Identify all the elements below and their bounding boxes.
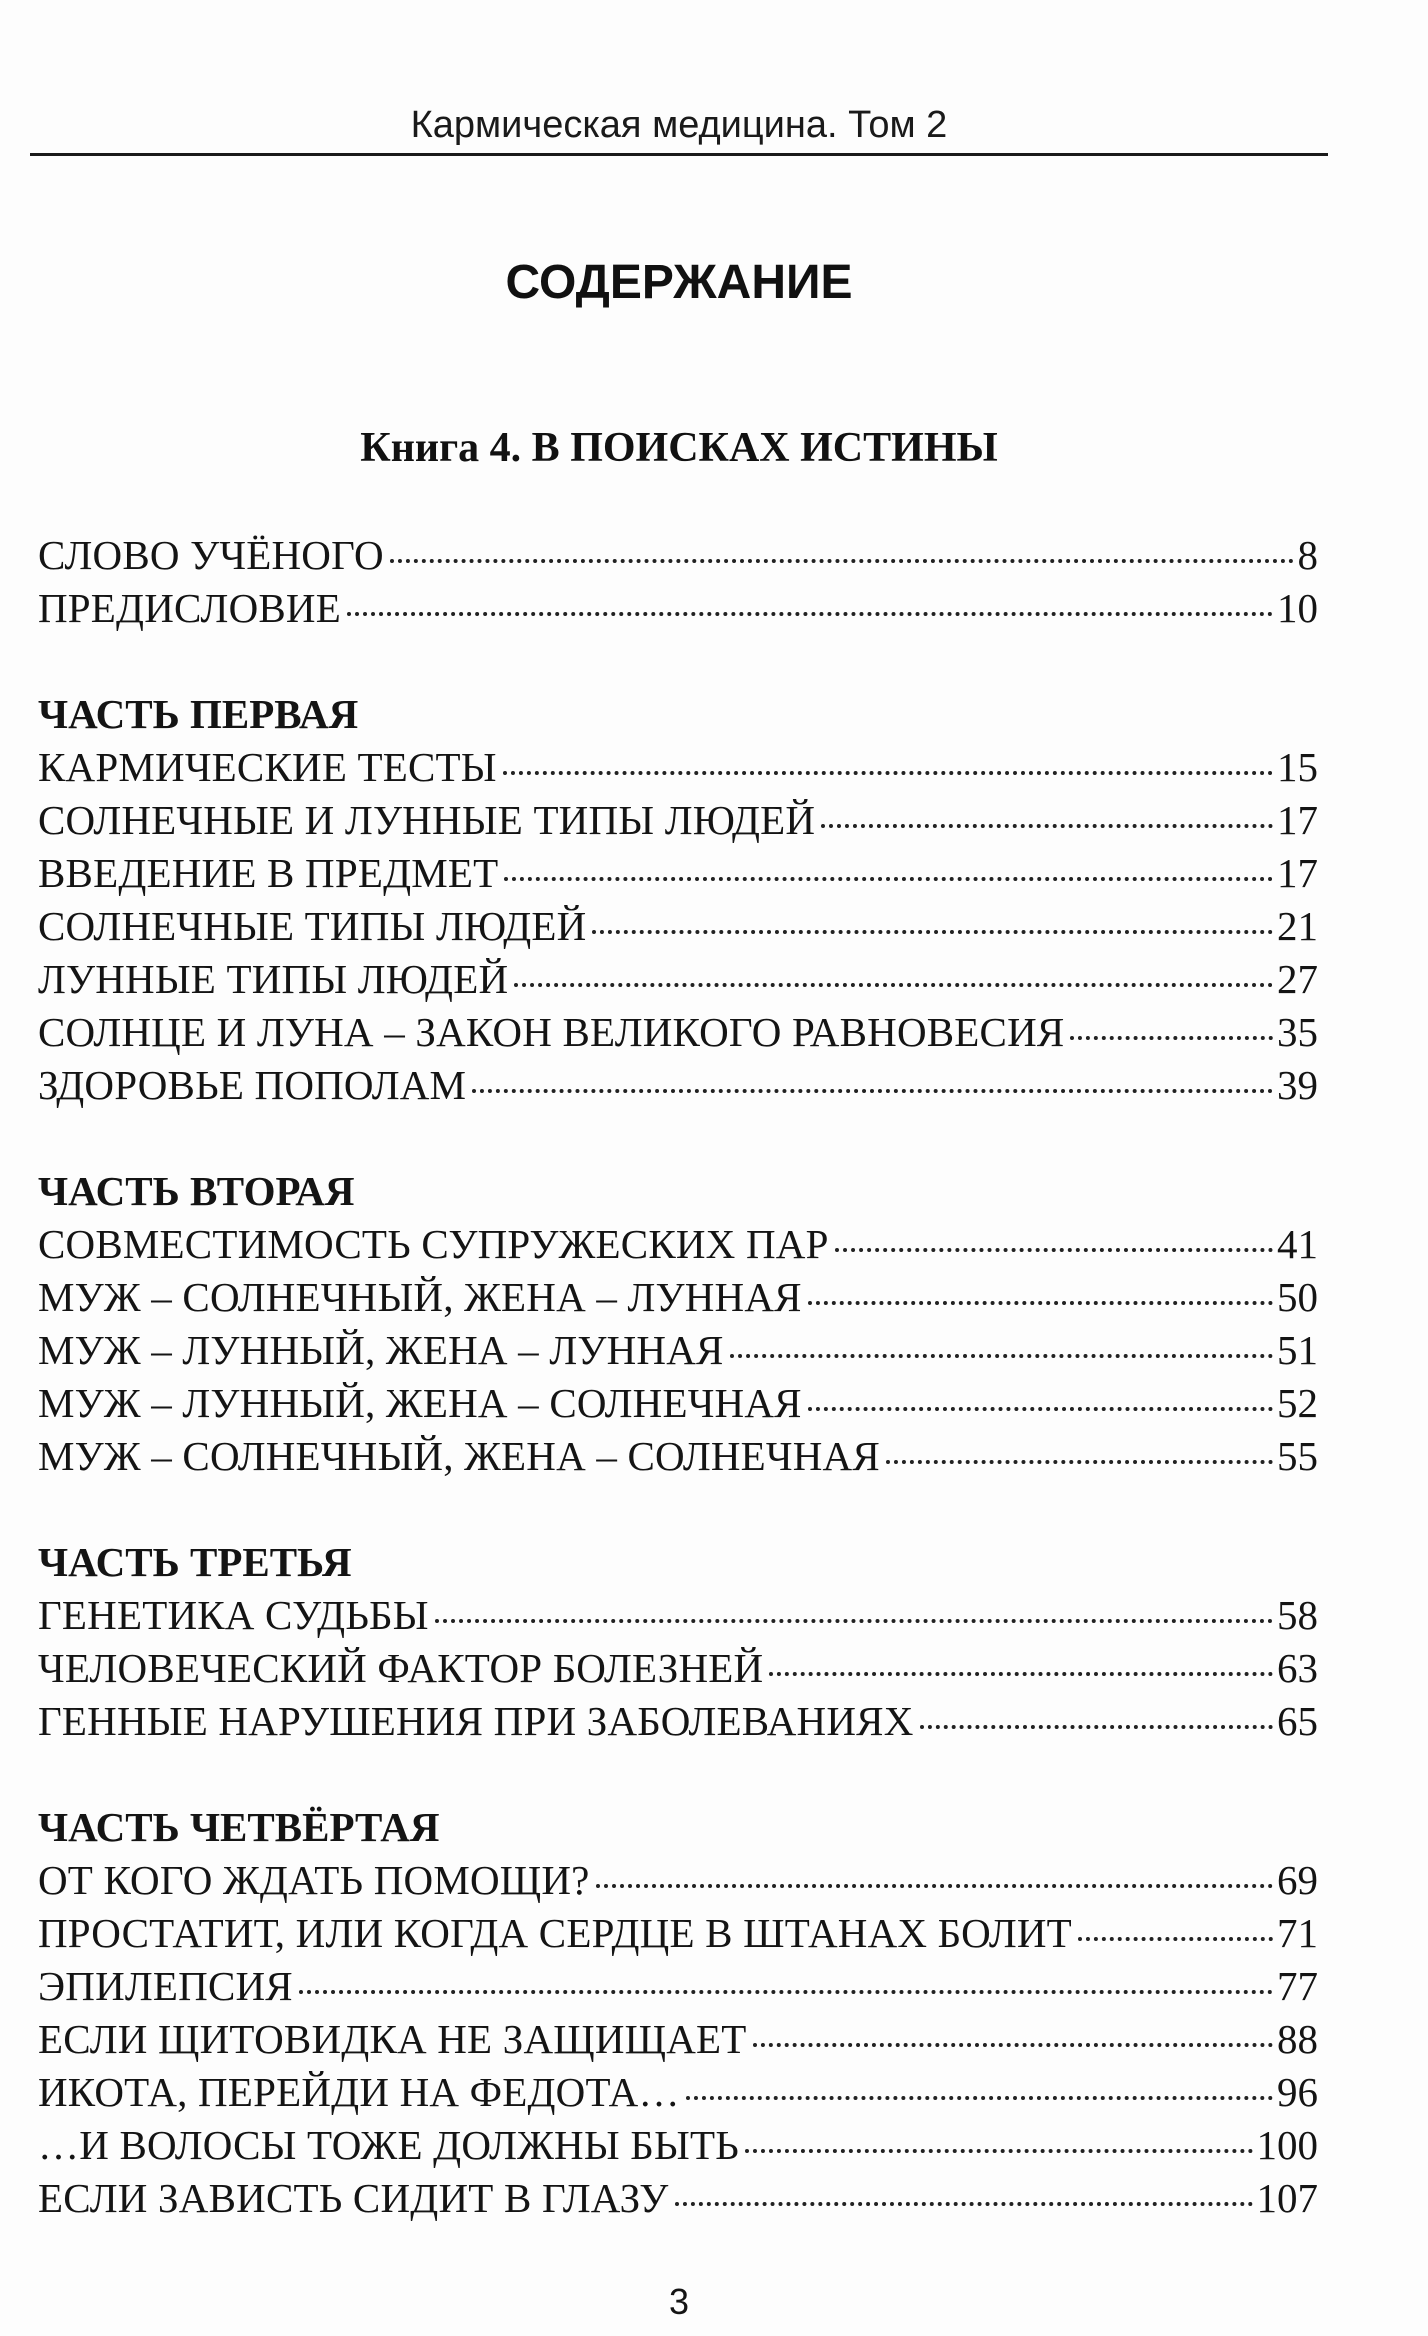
- part-heading-4: ЧАСТЬ ЧЕТВЁРТАЯ: [38, 1804, 440, 1850]
- toc-entry-page: 17: [1277, 797, 1318, 843]
- toc-entry[interactable]: [38, 847, 1318, 899]
- dot-leader: [503, 771, 1273, 775]
- toc-entry[interactable]: [38, 2066, 1318, 2118]
- dot-leader: [299, 1990, 1273, 1994]
- toc-entry-page: 17: [1277, 850, 1318, 896]
- toc-entry[interactable]: [38, 1695, 1318, 1747]
- toc-entry-title: ГЕНЕТИКА СУДЬБЫ: [38, 1592, 429, 1638]
- book-title: Книга 4. В ПОИСКАХ ИСТИНЫ: [360, 425, 998, 471]
- toc-entry-title: ОТ КОГО ЖДАТЬ ПОМОЩИ?: [38, 1857, 590, 1903]
- part-heading-2: ЧАСТЬ ВТОРАЯ: [38, 1168, 355, 1214]
- toc-entry-page: 35: [1277, 1009, 1318, 1055]
- toc-entry-page: 41: [1277, 1221, 1318, 1267]
- toc-entry[interactable]: [38, 2013, 1318, 2065]
- dot-leader: [1078, 1937, 1273, 1941]
- toc-entry[interactable]: [38, 582, 1318, 634]
- dot-leader: [686, 2096, 1273, 2100]
- toc-entry-page: 71: [1277, 1910, 1318, 1956]
- toc-entry-title: СОЛНЕЧНЫЕ ТИПЫ ЛЮДЕЙ: [38, 903, 587, 949]
- dot-leader: [592, 930, 1273, 934]
- toc-entry-title: ЭПИЛЕПСИЯ: [38, 1963, 293, 2009]
- dot-leader: [596, 1884, 1273, 1888]
- part-heading-3: ЧАСТЬ ТРЕТЬЯ: [38, 1539, 352, 1585]
- toc-entry-page: 52: [1277, 1380, 1318, 1426]
- toc-entry[interactable]: [38, 741, 1318, 793]
- toc-entry-title: ЕСЛИ ЩИТОВИДКА НЕ ЗАЩИЩАЕТ: [38, 2016, 747, 2062]
- dot-leader: [769, 1672, 1273, 1676]
- toc-entry-title: ЕСЛИ ЗАВИСТЬ СИДИТ В ГЛАЗУ: [38, 2175, 669, 2221]
- toc-entry-page: 77: [1277, 1963, 1318, 2009]
- toc-entry[interactable]: [38, 1218, 1318, 1270]
- toc-entry-title: КАРМИЧЕСКИЕ ТЕСТЫ: [38, 744, 497, 790]
- toc-entry-page: 50: [1277, 1274, 1318, 1320]
- toc-entry[interactable]: [38, 900, 1318, 952]
- dot-leader: [753, 2043, 1273, 2047]
- toc-entry-page: 63: [1277, 1645, 1318, 1691]
- toc-entry-page: 8: [1297, 532, 1318, 578]
- toc-entry-page: 107: [1256, 2175, 1318, 2221]
- toc-entry-title: ГЕННЫЕ НАРУШЕНИЯ ПРИ ЗАБОЛЕВАНИЯХ: [38, 1698, 914, 1744]
- toc-entry-title: МУЖ – ЛУННЫЙ, ЖЕНА – ЛУННАЯ: [38, 1327, 724, 1373]
- part-heading-1: ЧАСТЬ ПЕРВАЯ: [38, 691, 359, 737]
- header-rule: [30, 153, 1328, 156]
- dot-leader: [504, 877, 1273, 881]
- toc-entry-title: ВВЕДЕНИЕ В ПРЕДМЕТ: [38, 850, 499, 896]
- toc-entry[interactable]: [38, 953, 1318, 1005]
- page-number: 3: [668, 2281, 690, 2322]
- toc-entry-page: 39: [1277, 1062, 1318, 1108]
- dot-leader: [745, 2149, 1253, 2153]
- toc-entry-title: …И ВОЛОСЫ ТОЖЕ ДОЛЖНЫ БЫТЬ: [38, 2122, 739, 2168]
- dot-leader: [347, 612, 1273, 616]
- toc-entry-page: 96: [1277, 2069, 1318, 2115]
- toc-entry-title: ЛУННЫЕ ТИПЫ ЛЮДЕЙ: [38, 956, 509, 1002]
- dot-leader: [472, 1089, 1273, 1093]
- toc-entry-title: СОВМЕСТИМОСТЬ СУПРУЖЕСКИХ ПАР: [38, 1221, 829, 1267]
- page-title: СОДЕРЖАНИЕ: [505, 256, 853, 309]
- dot-leader: [730, 1354, 1273, 1358]
- toc-entry[interactable]: [38, 794, 1318, 846]
- toc-entry[interactable]: [38, 1271, 1318, 1323]
- toc-entry-page: 15: [1277, 744, 1318, 790]
- toc-entry[interactable]: [38, 1642, 1318, 1694]
- dot-leader: [821, 824, 1273, 828]
- toc-entry-title: СОЛНЦЕ И ЛУНА – ЗАКОН ВЕЛИКОГО РАВНОВЕСИЯ: [38, 1009, 1065, 1055]
- toc-entry[interactable]: [38, 529, 1318, 581]
- toc-entry-title: МУЖ – ЛУННЫЙ, ЖЕНА – СОЛНЕЧНАЯ: [38, 1380, 802, 1426]
- dot-leader: [886, 1460, 1273, 1464]
- toc-entry[interactable]: [38, 1960, 1318, 2012]
- toc-entry-page: 65: [1277, 1698, 1318, 1744]
- toc-entry[interactable]: [38, 1589, 1318, 1641]
- toc-entry-title: ПРЕДИСЛОВИЕ: [38, 585, 341, 631]
- toc-entry-title: ИКОТА, ПЕРЕЙДИ НА ФЕДОТА…: [38, 2069, 680, 2115]
- toc-entry[interactable]: [38, 1059, 1318, 1111]
- toc-entry-page: 100: [1256, 2122, 1318, 2168]
- toc-entry[interactable]: [38, 1854, 1318, 1906]
- toc-entry-page: 58: [1277, 1592, 1318, 1638]
- toc-entry[interactable]: [38, 1324, 1318, 1376]
- toc-entry-page: 10: [1277, 585, 1318, 631]
- dot-leader: [1070, 1036, 1273, 1040]
- toc-entry-title: МУЖ – СОЛНЕЧНЫЙ, ЖЕНА – ЛУННАЯ: [38, 1274, 802, 1320]
- dot-leader: [808, 1407, 1273, 1411]
- toc-entry[interactable]: [38, 1430, 1318, 1482]
- dot-leader: [808, 1301, 1273, 1305]
- toc-entry-page: 27: [1277, 956, 1318, 1002]
- toc-entry-page: 69: [1277, 1857, 1318, 1903]
- toc-entry-page: 21: [1277, 903, 1318, 949]
- toc-entry-title: ЗДОРОВЬЕ ПОПОЛАМ: [38, 1062, 467, 1108]
- dot-leader: [835, 1248, 1273, 1252]
- toc-entry-title: СОЛНЕЧНЫЕ И ЛУННЫЕ ТИПЫ ЛЮДЕЙ: [38, 797, 816, 843]
- toc-entry-title: ПРОСТАТИТ, ИЛИ КОГДА СЕРДЦЕ В ШТАНАХ БОЛИТ: [38, 1910, 1072, 1956]
- toc-entry-page: 55: [1277, 1433, 1318, 1479]
- dot-leader: [390, 559, 1294, 563]
- running-header: Кармическая медицина. Том 2: [410, 104, 948, 146]
- toc-entry-title: СЛОВО УЧЁНОГО: [38, 532, 384, 578]
- toc-entry[interactable]: [38, 1006, 1318, 1058]
- dot-leader: [675, 2202, 1253, 2206]
- dot-leader: [920, 1725, 1273, 1729]
- toc-entry[interactable]: [38, 1907, 1318, 1959]
- dot-leader: [514, 983, 1273, 987]
- toc-entry[interactable]: [38, 1377, 1318, 1429]
- toc-entry-page: 51: [1277, 1327, 1318, 1373]
- dot-leader: [435, 1619, 1273, 1623]
- toc-entry-page: 88: [1277, 2016, 1318, 2062]
- toc-entry[interactable]: [38, 2119, 1318, 2171]
- toc-entry-title: ЧЕЛОВЕЧЕСКИЙ ФАКТОР БОЛЕЗНЕЙ: [38, 1645, 764, 1691]
- toc-entry[interactable]: [38, 2172, 1318, 2224]
- toc-entry-title: МУЖ – СОЛНЕЧНЫЙ, ЖЕНА – СОЛНЕЧНАЯ: [38, 1433, 880, 1479]
